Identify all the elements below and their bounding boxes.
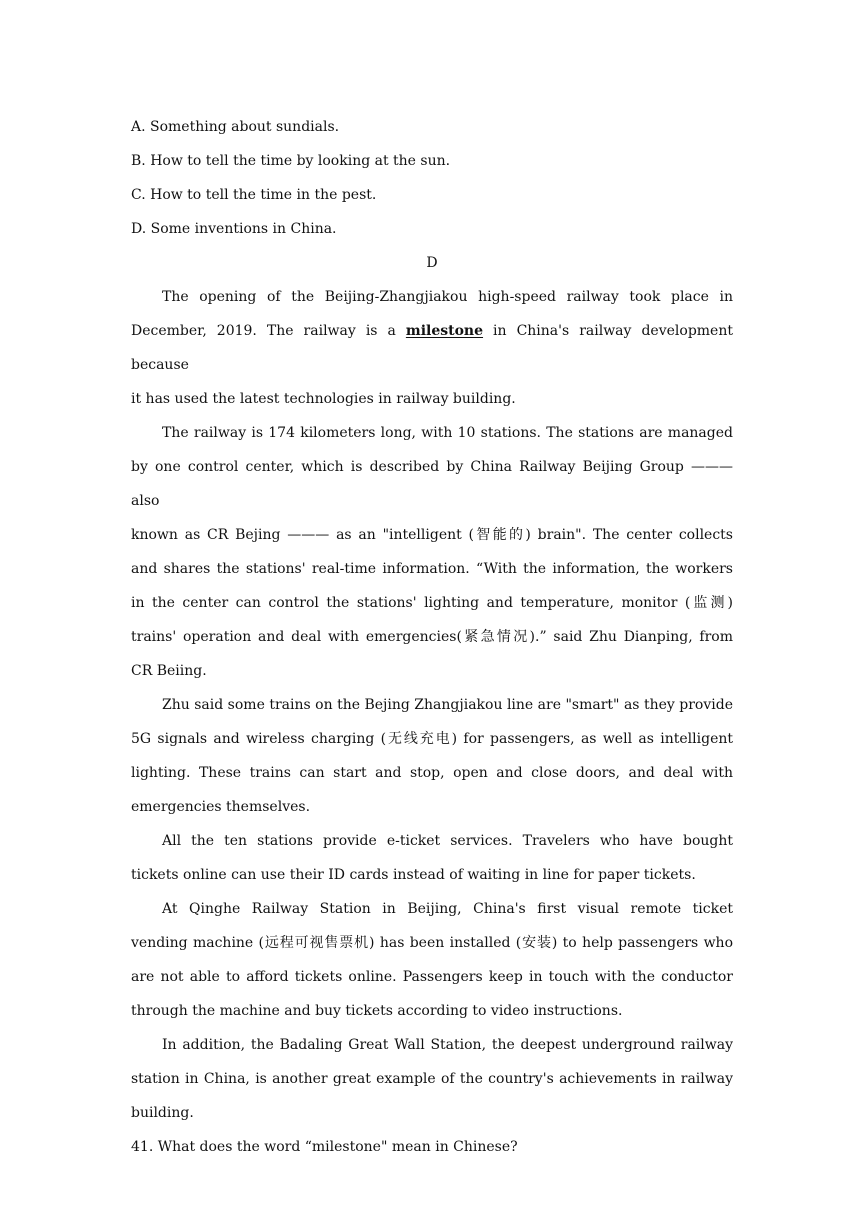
paragraph-line: and shares the stations' real-time information. “With the information, the workers	[131, 561, 733, 577]
passage-paragraph-6	[131, 1028, 733, 1130]
paragraph-line: 5G signals and wireless charging (无线充电) for passengers, as well as intelligent	[131, 731, 733, 747]
answer-option-b: B. How to tell the time by looking at the sun.	[131, 153, 451, 169]
answer-option-d: D. Some inventions in China.	[131, 221, 337, 237]
paragraph-line: vending machine (远程可视售票机) has been installed (安装) to help passengers who	[131, 935, 733, 951]
paragraph-line: lighting. These trains can start and stop, open and close doors, and deal with	[131, 765, 733, 781]
paragraph-line: At Qinghe Railway Station in Beijing, China's first visual remote ticket	[162, 901, 733, 917]
paragraph-text: December, 2019. The railway is a	[131, 323, 406, 339]
paragraph-line: trains' operation and deal with emergencies(紧急情况).” said Zhu Dianping, from	[131, 629, 733, 645]
paragraph-text: in China's railway development because	[131, 323, 733, 373]
paragraph-line: The railway is 174 kilometers long, with 10 stations. The stations are managed	[162, 425, 733, 441]
paragraph-line: are not able to afford tickets online. Passengers keep in touch with the conductor	[131, 969, 733, 985]
paragraph-line	[131, 314, 733, 382]
answer-option-c: C. How to tell the time in the pest.	[131, 187, 377, 203]
paragraph-line: in the center can control the stations' lighting and temperature, monitor (监测)	[131, 595, 733, 611]
paragraph-line: station in China, is another great example of the country's achievements in railway	[131, 1071, 733, 1087]
section-heading: D	[426, 255, 438, 271]
paragraph-line: tickets online can use their ID cards instead of waiting in line for paper tickets.	[131, 867, 696, 883]
keyword-milestone: milestone	[405, 323, 484, 339]
paragraph-line: In addition, the Badaling Great Wall Station, the deepest underground railway	[162, 1037, 733, 1053]
paragraph-line: Zhu said some trains on the Bejing Zhangjiakou line are "smart" as they provide	[162, 697, 733, 713]
document-content	[131, 110, 733, 1164]
paragraph-line: known as CR Bejing ——— as an "intelligent (智能的) brain". The center collects	[131, 527, 733, 543]
paragraph-line: through the machine and buy tickets according to video instructions.	[131, 1003, 623, 1019]
paragraph-line: emergencies themselves.	[131, 799, 311, 815]
paragraph-line: The opening of the Beijing-Zhangjiakou high-speed railway took place in	[162, 289, 733, 305]
passage-paragraph-2	[131, 416, 733, 688]
paragraph-line: it has used the latest technologies in railway building.	[131, 391, 516, 407]
passage-paragraph-3	[131, 688, 733, 824]
answer-option-a: A. Something about sundials.	[131, 119, 340, 135]
paragraph-line: All the ten stations provide e-ticket services. Travelers who have bought	[162, 833, 733, 849]
paragraph-line: by one control center, which is described by China Railway Beijing Group ——— also	[131, 459, 733, 509]
passage-paragraph-4	[131, 824, 733, 892]
passage-paragraph-1	[131, 280, 733, 416]
paragraph-line: building.	[131, 1105, 194, 1121]
passage-paragraph-5	[131, 892, 733, 1028]
question-41: 41. What does the word “milestone" mean in Chinese?	[131, 1139, 518, 1155]
paragraph-line: CR Beiing.	[131, 663, 207, 679]
